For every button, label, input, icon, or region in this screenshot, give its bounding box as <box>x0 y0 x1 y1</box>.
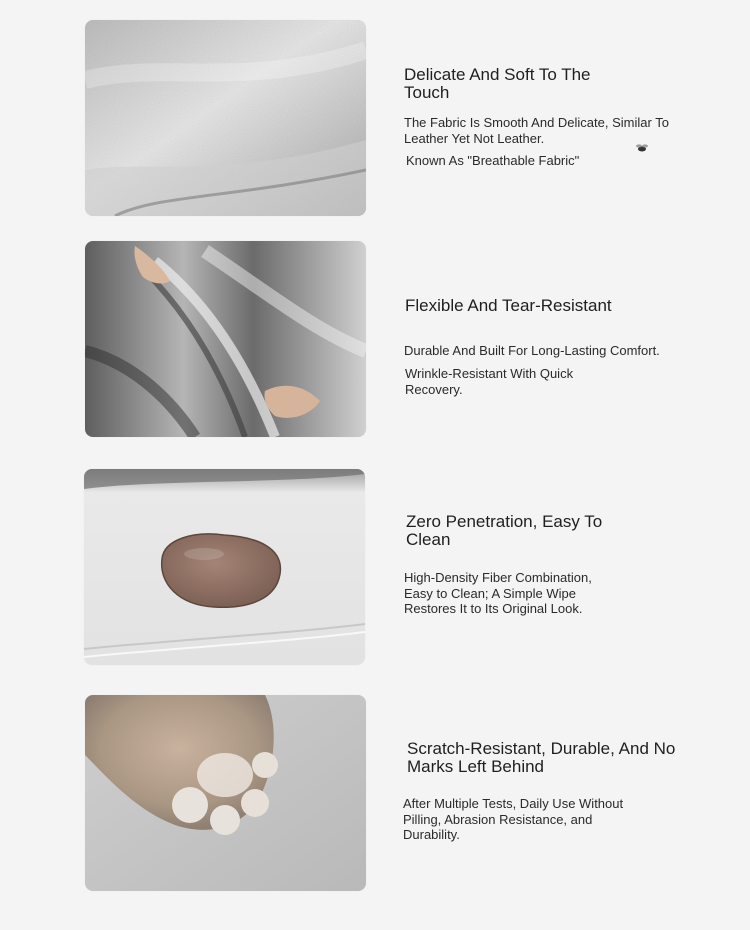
feature-description-line-1: Durable And Built For Long-Lasting Comfort. <box>404 343 660 358</box>
spill-on-fabric-photo <box>84 469 365 665</box>
feature-title: Zero Penetration, Easy To Clean <box>406 512 603 549</box>
fly-icon <box>635 143 649 153</box>
feature-description: High-Density Fiber Combination, Easy to Clean; A Simple Wipe Restores It to Its Original Look. <box>404 570 592 616</box>
feature-title: Scratch-Resistant, Durable, And No Marks Left Behind <box>407 739 676 776</box>
feature-description: After Multiple Tests, Daily Use Without Pilling, Abrasion Resistance, and Durability. <box>403 796 624 842</box>
feature-description-line-2: Wrinkle-Resistant With Quick Recovery. <box>405 366 574 397</box>
cat-paw-photo <box>85 695 366 891</box>
stretching-fabric-photo <box>85 241 366 437</box>
feature-title: Delicate And Soft To The Touch <box>404 65 591 102</box>
feature-title: Flexible And Tear-Resistant <box>405 296 612 315</box>
feature-description-line-1: The Fabric Is Smooth And Delicate, Similar To Leather Yet Not Leather. <box>404 115 669 146</box>
feature-description-line-2: Known As "Breathable Fabric" <box>406 153 580 168</box>
fabric-texture-photo <box>85 20 366 216</box>
